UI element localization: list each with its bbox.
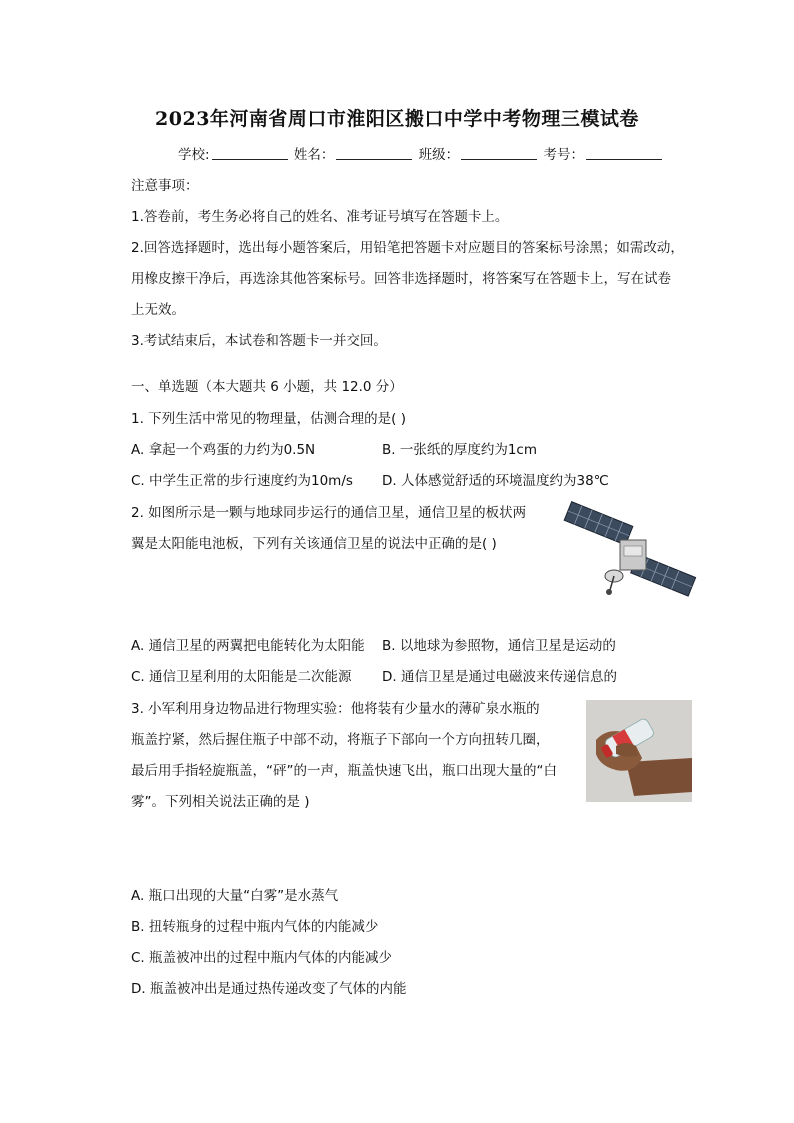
class-label: 班级： [418,147,460,163]
q1-option-a: A. 拿起一个鸡蛋的力约为0.5N [131,442,316,458]
class-field[interactable] [461,147,537,160]
name-label: 姓名： [293,147,335,163]
student-info-line [178,146,664,164]
q1-option-d: D. 人体感觉舒适的环境温度约为38℃ [382,473,609,489]
question-3-stem: 雾”。下列相关说法正确的是 ) [131,794,310,810]
q1-option-b: B. 一张纸的厚度约为1cm [382,442,538,458]
notice-item: 上无效。 [131,302,185,318]
question-1-stem: 1. 下列生活中常见的物理量，估测合理的是( ) [131,411,406,427]
q1-option-c: C. 中学生正常的步行速度约为10m/s [131,473,353,489]
q2-option-a: A. 通信卫星的两翼把电能转化为太阳能 [131,638,365,654]
question-2-stem: 翼是太阳能电池板，下列有关该通信卫星的说法中正确的是( ) [131,536,497,552]
question-3-stem: 3. 小军利用身边物品进行物理实验：他将装有少量水的薄矿泉水瓶的 [131,701,540,717]
question-3-stem: 瓶盖拧紧，然后握住瓶子中部不动，将瓶子下部向一个方向扭转几圈， [131,732,550,748]
name-field[interactable] [336,147,412,160]
notice-item: 1.答卷前，考生务必将自己的姓名、准考证号填写在答题卡上。 [131,209,509,225]
q3-option-a: A. 瓶口出现的大量“白雾”是水蒸气 [131,888,339,904]
exam-title: 2023年河南省周口市淮阳区搬口中学中考物理三模试卷 [155,108,639,130]
q3-option-b: B. 扭转瓶身的过程中瓶内气体的内能减少 [131,919,379,935]
q2-option-d: D. 通信卫星是通过电磁波来传递信息的 [382,669,617,685]
exam-no-label: 考号： [543,147,584,163]
notice-item: 用橡皮擦干净后，再选涂其他答案标号。回答非选择题时，将答案写在答题卡上，写在试卷 [131,271,671,287]
question-3-stem: 最后用手指轻旋瓶盖，“砰”的一声，瓶盖快速飞出，瓶口出现大量的“白 [131,763,557,779]
notice-heading: 注意事项： [131,178,199,194]
school-label: 学校: [178,147,210,163]
q2-option-b: B. 以地球为参照物，通信卫星是运动的 [382,638,616,654]
q3-option-d: D. 瓶盖被冲出是通过热传递改变了气体的内能 [131,981,407,997]
exam-no-field[interactable] [586,147,662,160]
q3-option-c: C. 瓶盖被冲出的过程中瓶内气体的内能减少 [131,950,393,966]
section-title: 一、单选题（本大题共 6 小题，共 12.0 分） [131,379,403,395]
school-field[interactable] [212,147,288,160]
question-2-stem: 2. 如图所示是一颗与地球同步运行的通信卫星，通信卫星的板状两 [131,505,527,521]
notice-item: 3.考试结束后，本试卷和答题卡一并交回。 [131,333,387,349]
satellite-illustration [560,500,700,600]
notice-item: 2.回答选择题时，选出每小题答案后，用铅笔把答题卡对应题目的答案标号涂黑；如需改动， [131,240,684,256]
bottle-in-hand-photo [586,700,692,802]
q2-option-c: C. 通信卫星利用的太阳能是二次能源 [131,669,352,685]
